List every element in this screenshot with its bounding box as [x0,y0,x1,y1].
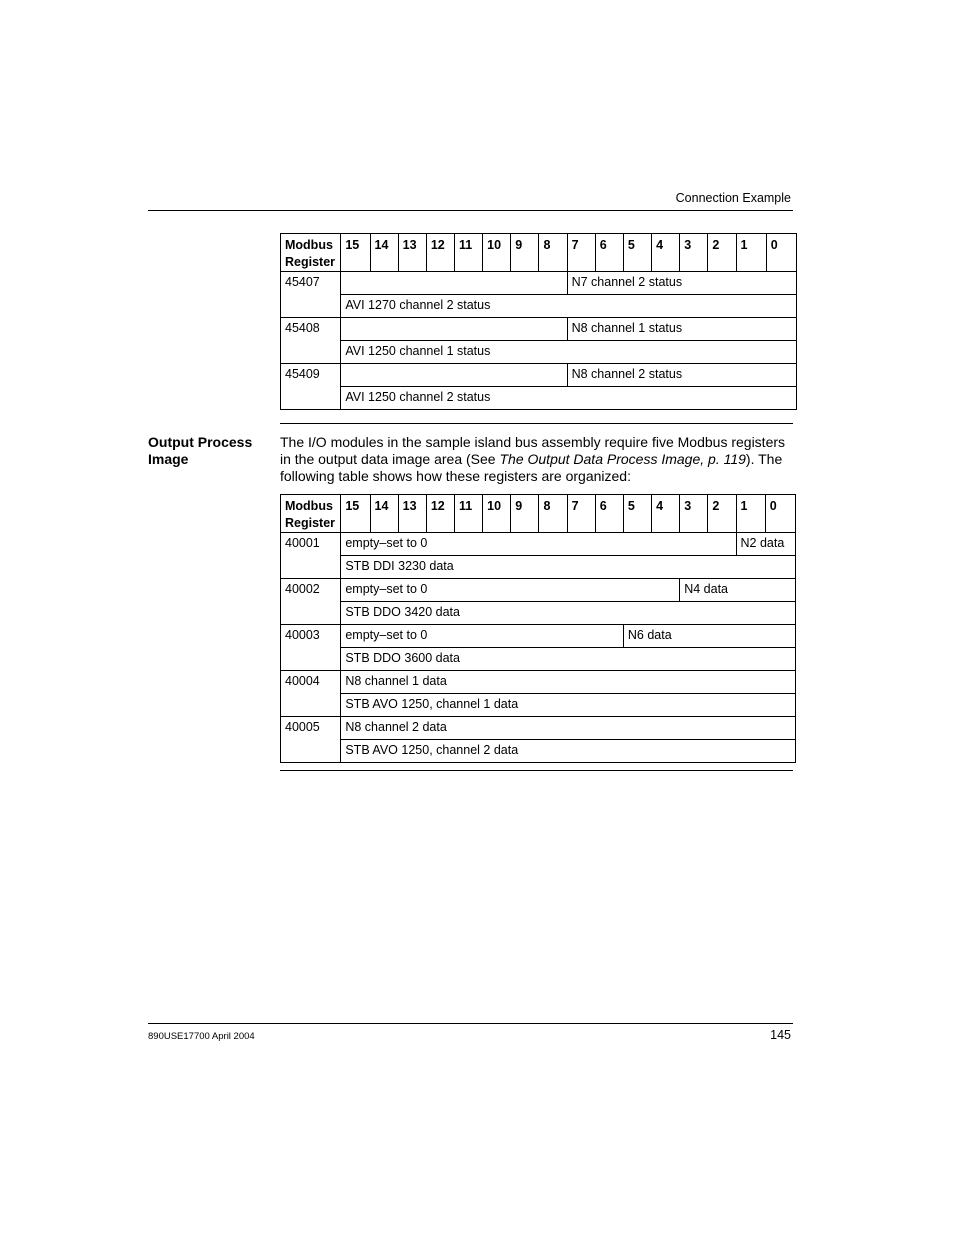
bit-header: 0 [765,495,795,533]
channel-data-cell: N8 channel 1 data [341,671,796,694]
table-header-row [281,234,797,272]
footer-rule [148,1023,793,1024]
document-id: 890USE17700 April 2004 [148,1031,255,1042]
module-data-cell: STB DDI 3230 data [341,556,796,579]
bit-header: 4 [652,234,680,272]
node-data-cell: N6 data [623,625,795,648]
low-byte-cell: N8 channel 2 status [567,364,796,387]
table-row [281,740,796,763]
bit-header: 2 [708,234,736,272]
register-cell: 45409 [281,364,341,410]
bit-header: 3 [680,495,708,533]
register-cell: 45408 [281,318,341,364]
bit-header: 7 [567,234,595,272]
bit-header: 12 [426,495,454,533]
word-cell: AVI 1270 channel 2 status [341,295,797,318]
table-header-row [281,495,796,533]
bit-header: 9 [511,495,539,533]
bit-header: 8 [539,234,567,272]
bit-header: 11 [454,495,482,533]
high-byte-cell [341,318,567,341]
high-byte-cell [341,272,567,295]
bit-header: 15 [341,495,370,533]
bit-header: 12 [426,234,454,272]
empty-bits-cell: empty–set to 0 [341,579,680,602]
table-row [281,318,797,341]
module-data-cell: STB AVO 1250, channel 1 data [341,694,796,717]
table-row [281,295,797,318]
bit-header: 2 [708,495,736,533]
table-row [281,717,796,740]
table-row [281,364,797,387]
register-cell: 40001 [281,533,341,579]
module-data-cell: STB AVO 1250, channel 2 data [341,740,796,763]
section-end-rule [280,770,793,771]
bit-header: 13 [398,234,426,272]
table-row [281,272,797,295]
bit-header: 10 [483,495,511,533]
bit-header: 14 [370,234,398,272]
table-row [281,648,796,671]
bit-header: 13 [398,495,426,533]
para-text: The I/O modules in the sample island bus assembly require five Modbus registers in the output data image area (See [280,434,786,467]
register-cell: 40005 [281,717,341,763]
table-row [281,387,797,410]
module-data-cell: STB DDO 3420 data [341,602,796,625]
table-row [281,341,797,364]
register-cell: 40002 [281,579,341,625]
section-heading: Output Process Image [148,434,253,467]
empty-bits-cell: empty–set to 0 [341,625,624,648]
modbus-register-header: Modbus Register [281,234,341,272]
register-cell: 40003 [281,625,341,671]
modbus-register-header: Modbus Register [281,495,341,533]
bit-header: 0 [766,234,796,272]
channel-data-cell: N8 channel 2 data [341,717,796,740]
output-register-table [280,494,796,763]
low-byte-cell: N8 channel 1 status [567,318,796,341]
bit-header: 9 [511,234,539,272]
bit-header: 6 [595,495,623,533]
high-byte-cell [341,364,567,387]
bit-header: 3 [680,234,708,272]
bit-header: 4 [652,495,680,533]
module-data-cell: STB DDO 3600 data [341,648,796,671]
para-text: ). The following table shows how these registers are organized: [280,451,783,484]
table-row [281,556,796,579]
low-byte-cell: N7 channel 2 status [567,272,796,295]
bit-header: 8 [539,495,567,533]
bit-header: 10 [483,234,511,272]
word-cell: AVI 1250 channel 2 status [341,387,797,410]
header-rule [148,210,793,211]
node-data-cell: N2 data [736,533,795,556]
input-register-table [280,233,797,410]
register-cell: 45407 [281,272,341,318]
page-number: 145 [770,1028,791,1042]
table-row [281,533,796,556]
bit-header: 11 [454,234,482,272]
bit-header: 15 [341,234,370,272]
table-row [281,671,796,694]
empty-bits-cell: empty–set to 0 [341,533,736,556]
table-row [281,602,796,625]
node-data-cell: N4 data [680,579,796,602]
section-paragraph [280,434,792,485]
bit-header: 14 [370,495,398,533]
bit-header: 5 [623,234,651,272]
bit-header: 6 [595,234,623,272]
word-cell: AVI 1250 channel 1 status [341,341,797,364]
bit-header: 7 [567,495,595,533]
bit-header: 5 [623,495,651,533]
section-rule [280,423,793,424]
bit-header: 1 [736,234,766,272]
register-cell: 40004 [281,671,341,717]
table-row [281,694,796,717]
cross-reference-link[interactable]: The Output Data Process Image, p. 119 [499,451,746,467]
table-row [281,625,796,648]
bit-header: 1 [736,495,765,533]
table-row [281,579,796,602]
running-header: Connection Example [675,191,791,205]
